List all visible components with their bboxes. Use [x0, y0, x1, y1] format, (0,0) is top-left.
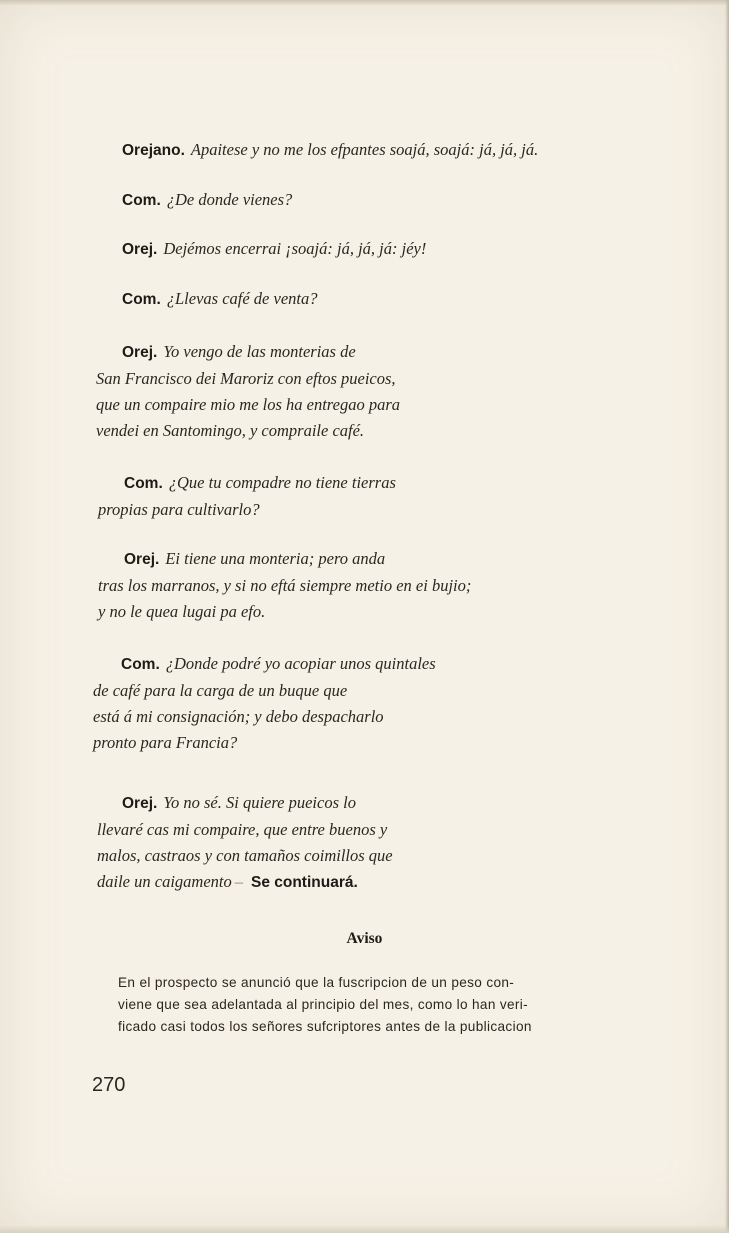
- dash-mark: –: [234, 872, 243, 891]
- speaker-label: Com.: [124, 475, 163, 492]
- notice-line: viene que sea adelantada al principio del mes, como lo han veri-: [118, 997, 529, 1012]
- notice-heading: Aviso: [346, 930, 383, 947]
- dialogue-text: está á mi consignación; y debo despacharlo: [93, 707, 384, 726]
- dialogue-text: tras los marranos, y si no eftá siempre metio en ei bujio;: [98, 576, 472, 595]
- dialogue-text: malos, castraos y con tamaños coimillos que: [97, 846, 393, 865]
- dialogue-line: [96, 339, 400, 366]
- dialogue-line: [122, 286, 318, 313]
- dialogue-line: [97, 790, 393, 817]
- speaker-label: Orej.: [124, 551, 160, 568]
- dialogue-exchange: [98, 470, 396, 523]
- dialogue-text: San Francisco dei Maroriz con eftos pueicos,: [96, 369, 396, 388]
- dialogue-text: y no le quea lugai pa efo.: [98, 602, 266, 621]
- dialogue-text: ¿Donde podré yo acopiar unos quintales: [165, 654, 436, 673]
- page-top-shadow: [0, 0, 729, 6]
- dialogue-exchange: [122, 236, 426, 263]
- dialogue-text: Apaitese y no me los efpantes soajá, soajá: já, já, já.: [190, 140, 539, 159]
- dialogue-exchange: [122, 286, 318, 313]
- dialogue-text: daile un caigamento: [97, 872, 232, 891]
- dialogue-text: ¿Llevas café de venta?: [166, 289, 318, 308]
- speaker-label: Orej.: [122, 795, 158, 812]
- dialogue-text: Dejémos encerrai ¡soajá: já, já, já: jéy!: [163, 239, 427, 258]
- dialogue-line: [98, 470, 396, 497]
- speaker-label: Orej.: [122, 241, 158, 258]
- dialogue-exchange: [97, 790, 393, 896]
- speaker-label: Orej.: [122, 344, 158, 361]
- dialogue-text: ¿De donde vienes?: [166, 190, 293, 209]
- dialogue-line: [122, 236, 426, 263]
- dialogue-exchange: [122, 187, 292, 214]
- dialogue-text: Yo vengo de las monterias de: [163, 342, 356, 361]
- dialogue-exchange: [98, 546, 471, 625]
- dialogue-text: pronto para Francia?: [93, 733, 238, 752]
- notice-line: ficado casi todos los señores sufcriptores antes de la publicacion: [118, 1019, 532, 1034]
- page-bottom-edge: [0, 1225, 729, 1233]
- dialogue-text: propias para cultivarlo?: [98, 500, 260, 519]
- dialogue-exchange: [93, 651, 436, 756]
- dialogue-exchange: [122, 137, 538, 164]
- dialogue-text: Yo no sé. Si quiere pueicos lo: [163, 793, 356, 812]
- speaker-label: Com.: [121, 656, 160, 673]
- speaker-label: Orejano.: [122, 142, 185, 159]
- dialogue-line: [98, 546, 471, 573]
- dialogue-line: [122, 137, 538, 164]
- dialogue-text: ¿Que tu compadre no tiene tierras: [168, 473, 396, 492]
- dialogue-text: vendei en Santomingo, y compraile café.: [96, 421, 365, 440]
- notice-body: [118, 972, 638, 1038]
- dialogue-text: de café para la carga de un buque que: [93, 681, 348, 700]
- dialogue-exchange: [96, 339, 400, 444]
- speaker-label: Com.: [122, 291, 161, 308]
- page-number: 270: [92, 1074, 126, 1096]
- page-right-edge: [725, 0, 729, 1233]
- notice-line: En el prospecto se anunció que la fuscripcion de un peso con-: [118, 975, 515, 990]
- dialogue-line: [122, 187, 292, 214]
- dialogue-text: que un compaire mio me los ha entregao para: [96, 395, 400, 414]
- dialogue-text: Ei tiene una monteria; pero anda: [165, 549, 386, 568]
- dialogue-text: llevaré cas mi compaire, que entre buenos y: [97, 820, 388, 839]
- continued-note: Se continuará.: [250, 874, 358, 891]
- dialogue-line: [97, 869, 393, 896]
- dialogue-line: [93, 651, 436, 678]
- speaker-label: Com.: [122, 192, 161, 209]
